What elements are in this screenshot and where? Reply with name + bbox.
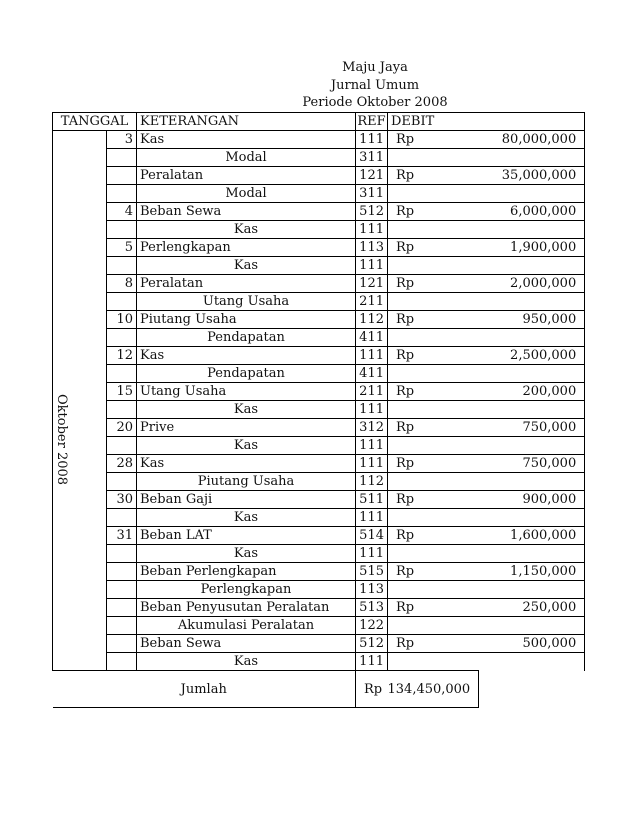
entry-debit-amount: 1,600,000 bbox=[479, 527, 585, 545]
entry-ref: 111 bbox=[356, 509, 388, 527]
journal-period: Periode Oktober 2008 bbox=[302, 95, 448, 110]
entry-debit-amount bbox=[479, 365, 585, 383]
entry-description: Kas bbox=[137, 131, 356, 149]
entry-description: Piutang Usaha bbox=[137, 311, 356, 329]
entry-currency: Rp bbox=[388, 239, 479, 257]
entry-debit-amount bbox=[479, 617, 585, 635]
entry-day bbox=[107, 293, 137, 311]
entry-currency: Rp bbox=[388, 347, 479, 365]
entry-day: 12 bbox=[107, 347, 137, 365]
entry-debit-amount bbox=[479, 185, 585, 203]
entry-debit-amount bbox=[479, 401, 585, 419]
entry-ref: 111 bbox=[356, 653, 388, 671]
entry-ref: 121 bbox=[356, 167, 388, 185]
entry-debit-amount bbox=[479, 653, 585, 671]
journal-entry-row bbox=[53, 221, 585, 239]
entry-description: Utang Usaha bbox=[137, 383, 356, 401]
entry-description: Kas bbox=[137, 437, 356, 455]
journal-entry-row bbox=[53, 383, 585, 401]
entry-description: Beban LAT bbox=[137, 527, 356, 545]
entry-ref: 111 bbox=[356, 347, 388, 365]
entry-day bbox=[107, 149, 137, 167]
entry-description: Kas bbox=[137, 347, 356, 365]
entry-currency: Rp bbox=[388, 203, 479, 221]
journal-entry-row bbox=[53, 131, 585, 149]
entry-ref: 411 bbox=[356, 329, 388, 347]
entry-ref: 211 bbox=[356, 383, 388, 401]
month-column bbox=[53, 131, 107, 671]
entry-currency bbox=[388, 221, 479, 239]
entry-currency: Rp bbox=[388, 383, 479, 401]
journal-entry-row bbox=[53, 419, 585, 437]
journal-entry-row bbox=[53, 401, 585, 419]
entry-currency bbox=[388, 185, 479, 203]
total-label: Jumlah bbox=[53, 671, 356, 708]
journal-entry-row bbox=[53, 455, 585, 473]
total-amount: 134,450,000 bbox=[388, 671, 479, 708]
entry-ref: 111 bbox=[356, 401, 388, 419]
entry-day bbox=[107, 437, 137, 455]
entry-ref: 512 bbox=[356, 203, 388, 221]
entry-description: Peralatan bbox=[137, 167, 356, 185]
entry-ref: 112 bbox=[356, 311, 388, 329]
entry-ref: 311 bbox=[356, 185, 388, 203]
entry-description: Akumulasi Peralatan bbox=[137, 617, 356, 635]
entry-description: Kas bbox=[137, 545, 356, 563]
journal-entry-row bbox=[53, 473, 585, 491]
entry-day bbox=[107, 401, 137, 419]
entry-description: Peralatan bbox=[137, 275, 356, 293]
entry-ref: 111 bbox=[356, 221, 388, 239]
entry-ref: 111 bbox=[356, 545, 388, 563]
entry-currency: Rp bbox=[388, 275, 479, 293]
entry-currency bbox=[388, 653, 479, 671]
entry-description: Pendapatan bbox=[137, 365, 356, 383]
entry-debit-amount: 80,000,000 bbox=[479, 131, 585, 149]
entry-debit-amount: 2,500,000 bbox=[479, 347, 585, 365]
entry-debit-amount: 6,000,000 bbox=[479, 203, 585, 221]
entry-currency bbox=[388, 545, 479, 563]
entry-currency: Rp bbox=[388, 599, 479, 617]
entry-currency: Rp bbox=[388, 563, 479, 581]
entry-description: Beban Sewa bbox=[137, 203, 356, 221]
entry-description: Prive bbox=[137, 419, 356, 437]
journal-header-row bbox=[53, 113, 585, 131]
entry-ref: 511 bbox=[356, 491, 388, 509]
entry-description: Kas bbox=[137, 509, 356, 527]
entry-ref: 512 bbox=[356, 635, 388, 653]
entry-day bbox=[107, 257, 137, 275]
entry-day: 30 bbox=[107, 491, 137, 509]
entry-debit-amount bbox=[479, 473, 585, 491]
entry-day: 3 bbox=[107, 131, 137, 149]
entry-currency: Rp bbox=[388, 491, 479, 509]
entry-debit-amount bbox=[479, 257, 585, 275]
journal-entry-row bbox=[53, 293, 585, 311]
entry-description: Beban Penyusutan Peralatan bbox=[137, 599, 356, 617]
journal-entry-row bbox=[53, 653, 585, 671]
entry-currency: Rp bbox=[388, 527, 479, 545]
entry-debit-amount bbox=[479, 149, 585, 167]
entry-ref: 312 bbox=[356, 419, 388, 437]
entry-ref: 111 bbox=[356, 455, 388, 473]
company-name: Maju Jaya bbox=[342, 60, 408, 75]
journal-entry-row bbox=[53, 149, 585, 167]
entry-ref: 121 bbox=[356, 275, 388, 293]
entry-description: Modal bbox=[137, 185, 356, 203]
entry-currency bbox=[388, 365, 479, 383]
entry-description: Modal bbox=[137, 149, 356, 167]
journal-entry-row bbox=[53, 527, 585, 545]
entry-debit-amount: 950,000 bbox=[479, 311, 585, 329]
entry-debit-amount bbox=[479, 581, 585, 599]
entry-ref: 514 bbox=[356, 527, 388, 545]
entry-debit-amount: 1,900,000 bbox=[479, 239, 585, 257]
journal-entry-row bbox=[53, 617, 585, 635]
journal-entry-row bbox=[53, 581, 585, 599]
entry-description: Beban Sewa bbox=[137, 635, 356, 653]
entry-debit-amount bbox=[479, 545, 585, 563]
entry-debit-amount bbox=[479, 437, 585, 455]
journal-entry-row bbox=[53, 167, 585, 185]
entry-currency: Rp bbox=[388, 455, 479, 473]
entry-debit-amount bbox=[479, 221, 585, 239]
entry-ref: 113 bbox=[356, 239, 388, 257]
entry-description: Kas bbox=[137, 653, 356, 671]
column-header-keterangan: KETERANGAN bbox=[137, 113, 356, 131]
entry-currency bbox=[388, 617, 479, 635]
entry-currency: Rp bbox=[388, 635, 479, 653]
entry-debit-amount: 250,000 bbox=[479, 599, 585, 617]
journal-entry-row bbox=[53, 311, 585, 329]
entry-day bbox=[107, 545, 137, 563]
entry-description: Perlengkapan bbox=[137, 581, 356, 599]
entry-day bbox=[107, 617, 137, 635]
journal-entry-row bbox=[53, 185, 585, 203]
total-currency: Rp bbox=[356, 671, 388, 708]
entry-day bbox=[107, 581, 137, 599]
total-row bbox=[53, 671, 585, 708]
entry-ref: 515 bbox=[356, 563, 388, 581]
entry-day bbox=[107, 473, 137, 491]
entry-day: 20 bbox=[107, 419, 137, 437]
entry-ref: 211 bbox=[356, 293, 388, 311]
entry-description: Utang Usaha bbox=[137, 293, 356, 311]
entry-debit-amount bbox=[479, 509, 585, 527]
entry-ref: 411 bbox=[356, 365, 388, 383]
entry-description: Kas bbox=[137, 455, 356, 473]
entry-debit-amount: 200,000 bbox=[479, 383, 585, 401]
entry-currency bbox=[388, 437, 479, 455]
journal-entry-row bbox=[53, 365, 585, 383]
entry-debit-amount: 2,000,000 bbox=[479, 275, 585, 293]
entry-debit-amount: 1,150,000 bbox=[479, 563, 585, 581]
entry-ref: 122 bbox=[356, 617, 388, 635]
entry-day bbox=[107, 599, 137, 617]
entry-ref: 111 bbox=[356, 257, 388, 275]
entry-ref: 111 bbox=[356, 437, 388, 455]
entry-currency: Rp bbox=[388, 167, 479, 185]
entry-day: 5 bbox=[107, 239, 137, 257]
entry-ref: 112 bbox=[356, 473, 388, 491]
entry-day: 28 bbox=[107, 455, 137, 473]
entry-ref: 513 bbox=[356, 599, 388, 617]
entry-day bbox=[107, 329, 137, 347]
entry-debit-amount: 500,000 bbox=[479, 635, 585, 653]
entry-currency bbox=[388, 581, 479, 599]
journal-entry-row bbox=[53, 563, 585, 581]
journal-entry-row bbox=[53, 437, 585, 455]
column-header-ref: REF bbox=[357, 114, 386, 129]
journal-entry-row bbox=[53, 509, 585, 527]
journal-table bbox=[52, 112, 585, 708]
entry-currency bbox=[388, 149, 479, 167]
entry-day bbox=[107, 221, 137, 239]
entry-debit-amount: 750,000 bbox=[479, 455, 585, 473]
entry-day: 10 bbox=[107, 311, 137, 329]
entry-currency bbox=[388, 329, 479, 347]
entry-currency: Rp bbox=[388, 419, 479, 437]
entry-ref: 311 bbox=[356, 149, 388, 167]
journal-entry-row bbox=[53, 203, 585, 221]
entry-currency: Rp bbox=[388, 311, 479, 329]
journal-entry-row bbox=[53, 329, 585, 347]
entry-day: 31 bbox=[107, 527, 137, 545]
journal-entry-row bbox=[53, 545, 585, 563]
journal-entry-row bbox=[53, 599, 585, 617]
entry-currency bbox=[388, 257, 479, 275]
entry-debit-amount bbox=[479, 293, 585, 311]
entry-currency bbox=[388, 509, 479, 527]
journal-entry-row bbox=[53, 347, 585, 365]
entry-currency: Rp bbox=[388, 131, 479, 149]
entry-debit-amount bbox=[479, 329, 585, 347]
entry-day bbox=[107, 167, 137, 185]
entry-description: Kas bbox=[137, 401, 356, 419]
entry-description: Beban Gaji bbox=[137, 491, 356, 509]
entry-day bbox=[107, 635, 137, 653]
entry-description: Kas bbox=[137, 257, 356, 275]
journal-entry-row bbox=[53, 257, 585, 275]
entry-description: Piutang Usaha bbox=[137, 473, 356, 491]
entry-ref: 113 bbox=[356, 581, 388, 599]
entry-day: 8 bbox=[107, 275, 137, 293]
journal-entry-row bbox=[53, 275, 585, 293]
entry-description: Beban Perlengkapan bbox=[137, 563, 356, 581]
entry-description: Perlengkapan bbox=[137, 239, 356, 257]
column-header-debit: DEBIT bbox=[388, 113, 585, 131]
journal-entry-row bbox=[53, 491, 585, 509]
entry-day: 4 bbox=[107, 203, 137, 221]
journal-entry-row bbox=[53, 635, 585, 653]
entry-description: Kas bbox=[137, 221, 356, 239]
entry-day bbox=[107, 653, 137, 671]
column-header-tanggal: TANGGAL bbox=[53, 113, 137, 131]
entry-day bbox=[107, 185, 137, 203]
entry-ref: 111 bbox=[356, 131, 388, 149]
entry-day bbox=[107, 563, 137, 581]
entry-currency bbox=[388, 473, 479, 491]
journal-entry-row bbox=[53, 239, 585, 257]
entry-debit-amount: 35,000,000 bbox=[479, 167, 585, 185]
entry-currency bbox=[388, 293, 479, 311]
entry-debit-amount: 750,000 bbox=[479, 419, 585, 437]
entry-day bbox=[107, 509, 137, 527]
month-label: Oktober 2008 bbox=[54, 394, 69, 486]
entry-debit-amount: 900,000 bbox=[479, 491, 585, 509]
journal-title: Jurnal Umum bbox=[330, 78, 420, 93]
entry-day: 15 bbox=[107, 383, 137, 401]
entry-currency bbox=[388, 401, 479, 419]
entry-day bbox=[107, 365, 137, 383]
entry-description: Pendapatan bbox=[137, 329, 356, 347]
